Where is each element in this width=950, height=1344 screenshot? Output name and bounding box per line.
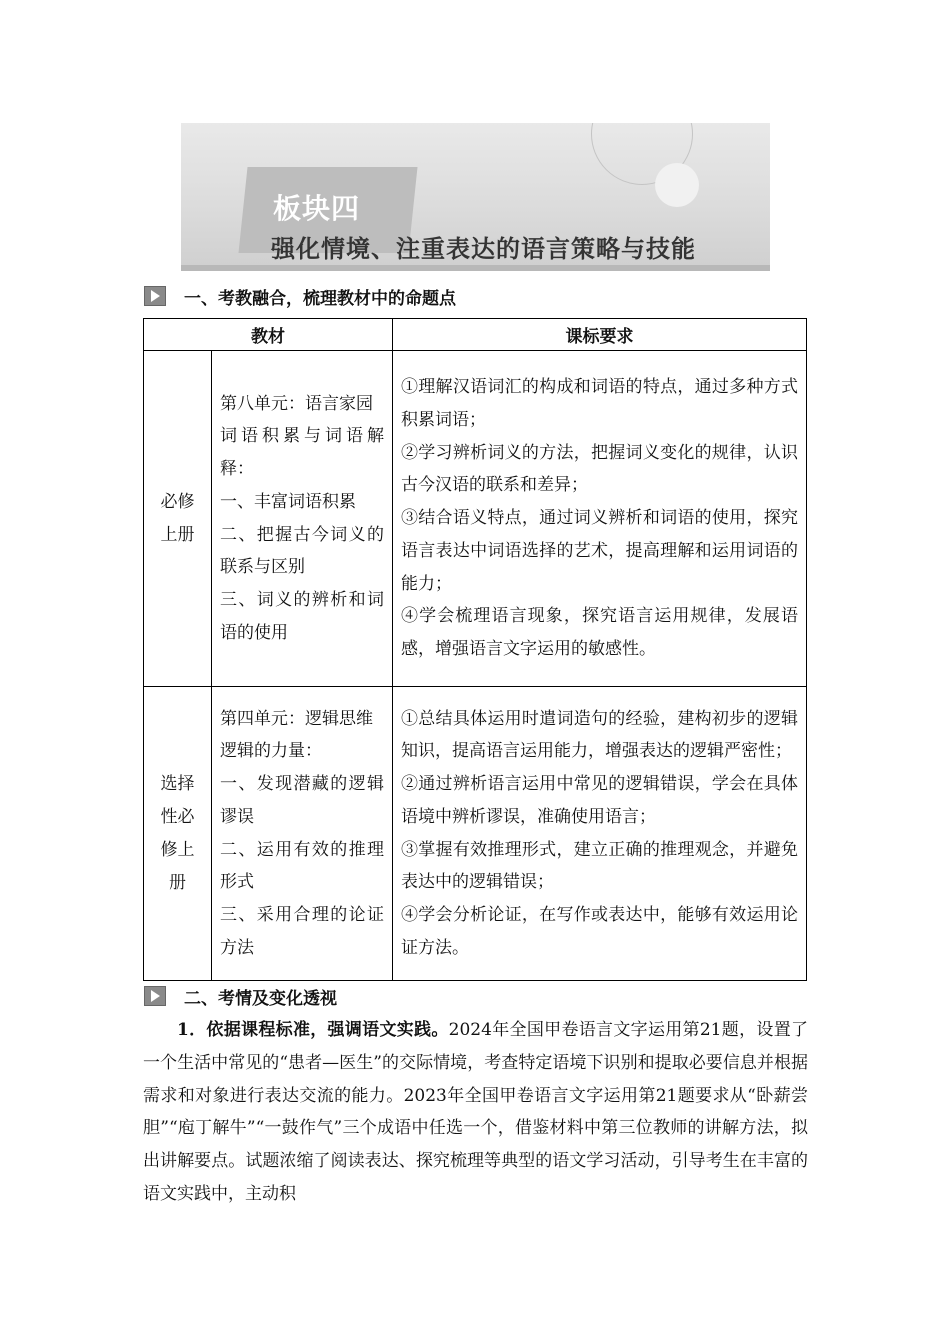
row-category: 选择性必修上册 bbox=[144, 687, 212, 981]
paragraph-body: 2024年全国甲卷语言文字运用第21题，设置了一个生活中常见的“患者—医生”的交际情境，考查特定语境下识别和提取必要信息并根据需求和对象进行表达交流的能力。2023年全国甲卷语言文字运用第21题要求从“卧薪尝胆”“庖丁解牛”“一鼓作气”三个成语中任选一个，借鉴材料中第三位教师的讲解方法，拟出讲解要点。试题浓缩了阅读表达、探究梳理等典型的语文学习活动，引导考生在丰富的语文实践中，主动积 bbox=[143, 1020, 809, 1204]
banner-stripe bbox=[181, 265, 770, 271]
header-textbook: 教材 bbox=[144, 319, 393, 351]
section-banner bbox=[181, 123, 770, 271]
table-header-row bbox=[144, 319, 807, 351]
section1-heading bbox=[144, 284, 456, 308]
section2-title: 二、考情及变化透视 bbox=[184, 988, 337, 1009]
row-textbook: 第八单元：语言家园 词语积累与词语解释： 一、丰富词语积累 二、把握古今词义的联系与区别 三、词义的辨析和词语的使用 bbox=[212, 351, 393, 687]
paragraph-lead: 1．依据课程标准，强调语文实践。 bbox=[177, 1020, 449, 1040]
row-category: 必修上册 bbox=[144, 351, 212, 687]
decor-dot bbox=[655, 163, 699, 207]
banner-label: 板块四 bbox=[273, 192, 361, 225]
row-requirements: ①总结具体运用时遣词造句的经验，建构初步的逻辑知识，提高语言运用能力，增强表达的逻辑严密性； ②通过辨析语言运用中常见的逻辑错误，学会在具体语境中辨析谬误，准确使用语言； ③掌握有效推理形式，建立正确的推理观念，并避免表达中的逻辑错误； ④学会分析论证，在写作或表达中，能够有效运用论证方法。 bbox=[393, 687, 807, 981]
row-textbook: 第四单元：逻辑思维 逻辑的力量： 一、发现潜藏的逻辑谬误 二、运用有效的推理形式 三、采用合理的论证方法 bbox=[212, 687, 393, 981]
table-row bbox=[144, 687, 807, 981]
curriculum-table bbox=[143, 318, 807, 981]
section1-title: 一、考教融合，梳理教材中的命题点 bbox=[184, 288, 456, 309]
play-icon bbox=[144, 286, 166, 306]
section2-heading bbox=[144, 984, 337, 1008]
play-icon bbox=[144, 986, 166, 1006]
header-requirements: 课标要求 bbox=[393, 319, 807, 351]
row-requirements: ①理解汉语词汇的构成和词语的特点，通过多种方式积累词语； ②学习辨析词义的方法，把握词义变化的规律，认识古今汉语的联系和差异； ③结合语义特点，通过词义辨析和词语的使用，探究语言表达中词语选择的艺术，提高理解和运用词语的能力； ④学会梳理语言现象，探究语言运用规律，发展语感，增强语言文字运用的敏感性。 bbox=[393, 351, 807, 687]
banner-title: 强化情境、注重表达的语言策略与技能 bbox=[271, 235, 696, 263]
table-row bbox=[144, 351, 807, 687]
body-paragraph bbox=[143, 1014, 808, 1211]
